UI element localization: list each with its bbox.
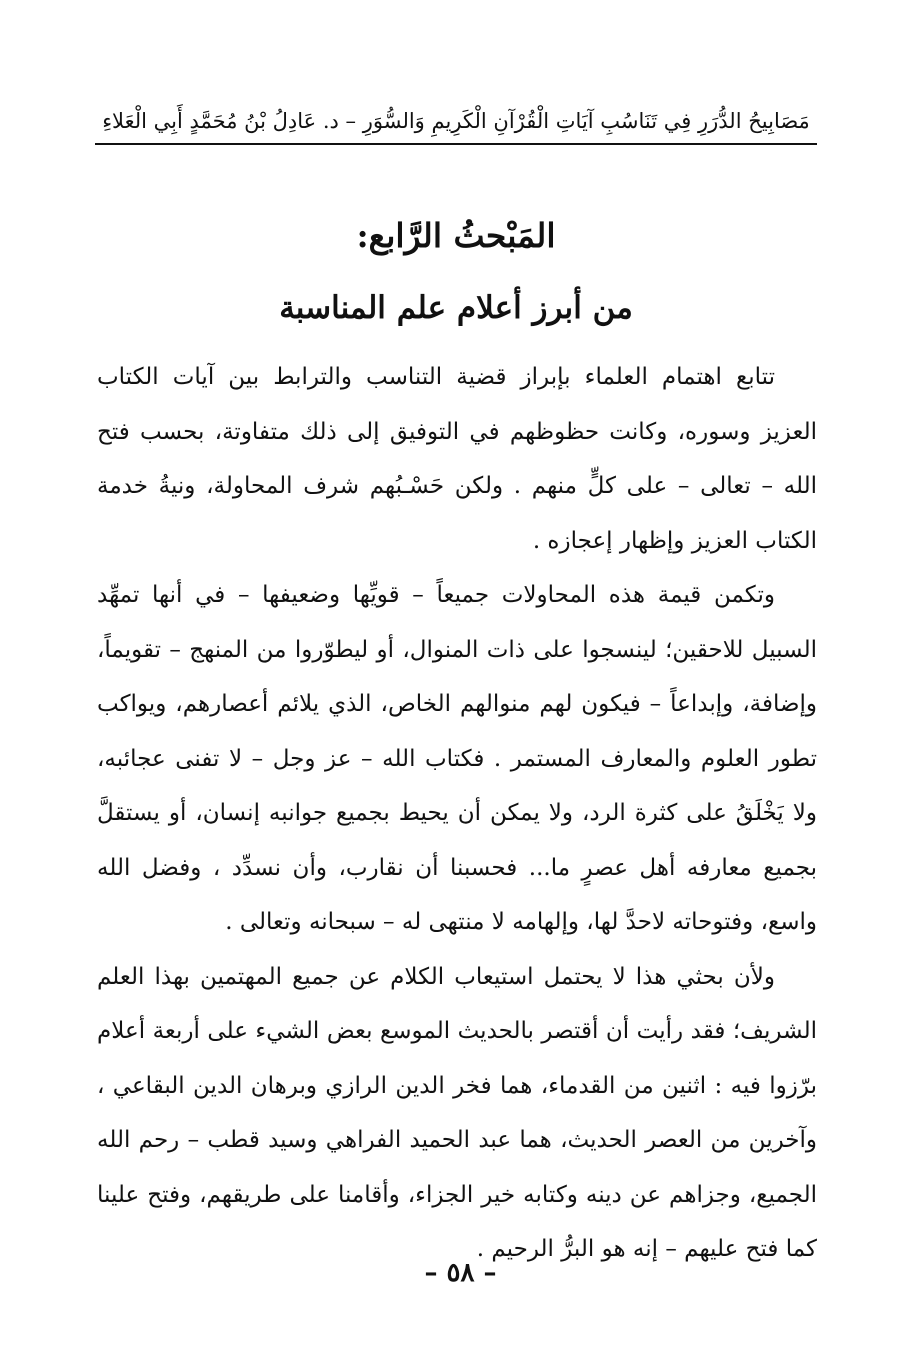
page-number: – ٥٨ – xyxy=(424,1258,497,1288)
header-rule xyxy=(95,143,817,145)
paragraph-3: ولأن بحثي هذا لا يحتمل استيعاب الكلام عن جميع المهتمين بهذا العلم الشريف؛ فقد رأيت أن أقتصر بالحديث الموسع بعض الشيء على أربعة أعلام برّزوا فيه : اثنين من القدماء، هما فخر الدين الرازي وبرهان الدين البقاعي ، وآخرين من العصر الحديث، هما عبد الحميد الفراهي وسيد قطب – رحم الله الجميع، وجزاهم عن دينه وكتابه خير الجزاء، وأقامنا على طريقهم، وفتح علينا كما فتح عليهم – إنه هو البرُّ الرحيم . xyxy=(97,963,817,1262)
section-title: المَبْحثُ الرَّابع: xyxy=(356,216,556,255)
running-header: مَصَابِيحُ الدُّرَرِ فِي تَنَاسُبِ آيَاتِ الْقُرْآنِ الْكَرِيمِ وَالسُّوَرِ – د. عَادِلُ بْنُ مُحَمَّدٍ أَبِي الْعَلاءِ xyxy=(102,109,810,133)
paragraph-1: تتابع اهتمام العلماء بإبراز قضية التناسب والترابط بين آيات الكتاب العزيز وسوره، وكانت حظوظهم في التوفيق إلى ذلك متفاوتة، بحسب فتح الله – تعالى – على كلٍّ منهم . ولكن حَسْـبُهم شرف المحاولة، ونيةُ خدمة الكتاب العزيز وإظهار إعجازه . xyxy=(97,364,817,554)
section-subtitle: من أبرز أعلام علم المناسبة xyxy=(279,290,633,326)
paragraph-2: وتكمن قيمة هذه المحاولات جميعاً – قويِّها وضعيفها – في أنها تمهِّد السبيل للاحقين؛ لينسجوا على ذات المنوال، أو ليطوّروا من المنهج – تقويماً، وإضافة، وإبداعاً – فيكون لهم منوالهم الخاص، الذي يلائم أعصارهم، ويواكب تطور العلوم والمعارف المستمر . فكتاب الله – عز وجل – لا تفنى عجائبه، ولا يَخْلَقُ على كثرة الرد، ولا يمكن أن يحيط بجميع جوانبه إنسان، أو يستقلَّ بجميع معارفه أهل عصرٍ ما... فحسبنا أن نقارب، وأن نسدِّد ، وفضل الله واسع، وفتوحاته لاحدَّ لها، وإلهامه لا منتهى له – سبحانه وتعالى . xyxy=(97,582,817,935)
body-text xyxy=(97,350,817,1277)
